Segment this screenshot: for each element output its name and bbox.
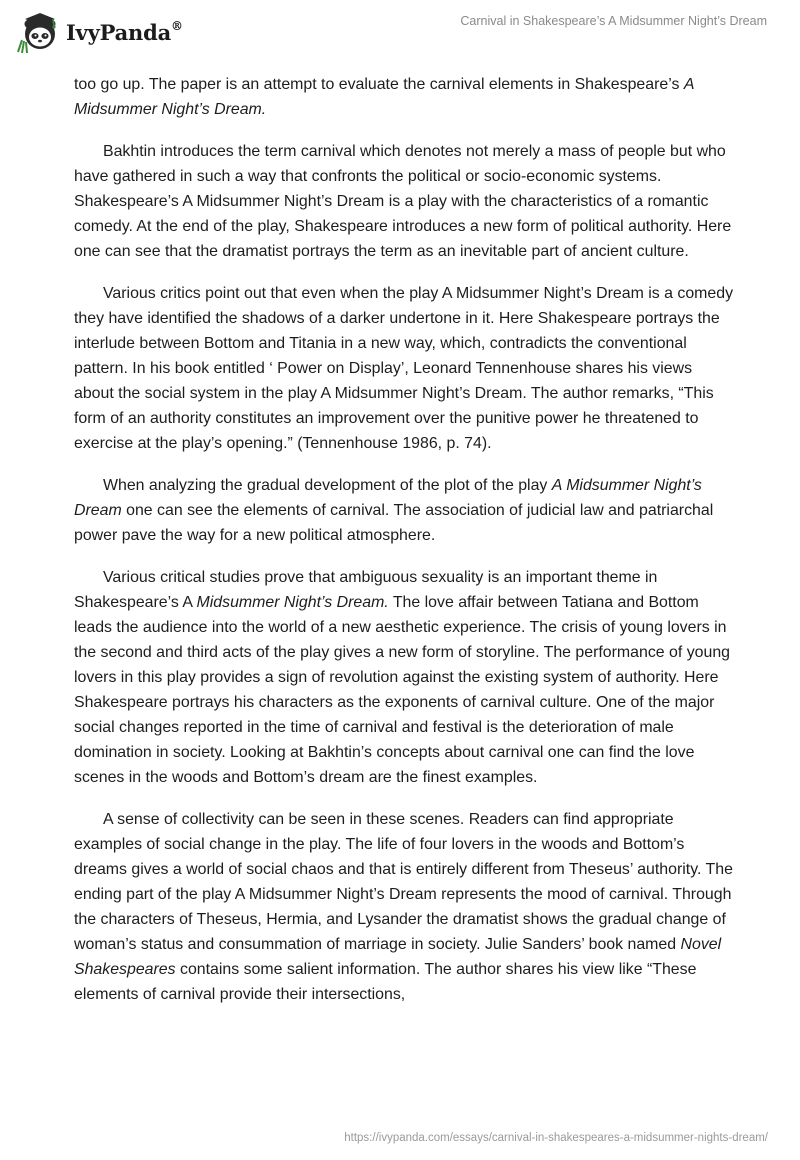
- text-segment: too go up. The paper is an attempt to evaluate the carnival elements in Shakespeare’s: [74, 76, 684, 93]
- logo-text: IvyPanda®: [66, 18, 183, 45]
- essay-body: [74, 72, 734, 1024]
- text-segment: Bakhtin introduces the term carnival which denotes not merely a mass of people but who have gathered in such a way that confronts the political or socio-economic systems. Shakespeare’s A Midsummer Night’s Dream is a play with the characteristics of a romantic comedy. At the end of the play, Shakespeare introduces a new form of political authority. Here one can see that the dramatist portrays the term as an inevitable part of ancient culture.: [74, 143, 732, 260]
- text-segment: Various critical studies prove that ambiguous sexuality is an important theme in Shakespeare’s A: [74, 569, 658, 611]
- italic-title: A Midsummer Night’s Dream.: [74, 76, 694, 118]
- italic-title: Midsummer Night’s Dream.: [196, 594, 389, 611]
- paragraph: [74, 139, 734, 264]
- page-header: [0, 0, 800, 60]
- text-segment: The love affair between Tatiana and Bottom leads the audience into the world of a new aesthetic experience. The crisis of young lovers in the second and third acts of the play gives a new form of storyline. The performance of young lovers in this play provides a sign of revolution against the existing system of authority. Here Shakespeare portrays his characters as the exponents of carnival culture. One of the major social changes reported in the time of carnival and festival is the deterioration of male domination in society. Looking at Bakhtin’s concepts about carnival one can find the love scenes in the woods and Bottom’s dream are the finest examples.: [74, 594, 731, 786]
- logo[interactable]: [14, 10, 183, 54]
- italic-title: Novel Shakespeares: [74, 936, 722, 978]
- source-url[interactable]: https://ivypanda.com/essays/carnival-in-shakespeares-a-midsummer-nights-dream/: [344, 1132, 768, 1144]
- italic-title: A Midsummer Night’s Dream: [74, 477, 702, 519]
- document-title: Carnival in Shakespeare’s A Midsummer Night’s Dream: [460, 14, 767, 28]
- text-segment: A sense of collectivity can be seen in these scenes. Readers can find appropriate examples of social change in the play. The life of four lovers in the woods and Bottom’s dreams gives a world of social chaos and that is entirely different from Theseus’ authority. The ending part of the play A Midsummer Night’s Dream represents the mood of carnival. Through the characters of Theseus, Hermia, and Lysander the dramatist shows the gradual change of woman’s status and consummation of marriage in society. Julie Sanders’ book named: [74, 811, 733, 953]
- paragraph: [74, 473, 734, 548]
- text-segment: When analyzing the gradual development of the plot of the play: [103, 477, 552, 494]
- paragraph: [74, 281, 734, 456]
- text-segment: one can see the elements of carnival. The association of judicial law and patriarchal power pave the way for a new political atmosphere.: [74, 502, 714, 544]
- text-segment: contains some salient information. The author shares his view like “These elements of carnival provide their intersections,: [74, 961, 697, 1003]
- text-segment: Various critics point out that even when the play A Midsummer Night’s Dream is a comedy they have identified the shadows of a darker undertone in it. Here Shakespeare portrays the interlude between Bottom and Titania in a new way, which, contradicts the conventional pattern. In his book entitled ‘ Power on Display’, Leonard Tennenhouse shares his views about the social system in the play A Midsummer Night’s Dream. The author remarks, “This form of an authority constitutes an improvement over the punitive power he threatened to exercise at the play’s opening.” (Tennenhouse 1986, p. 74).: [74, 285, 734, 452]
- panda-graduate-icon: [14, 10, 60, 54]
- paragraph: [74, 807, 734, 1007]
- paragraph: [74, 565, 734, 790]
- paragraph: [74, 72, 734, 122]
